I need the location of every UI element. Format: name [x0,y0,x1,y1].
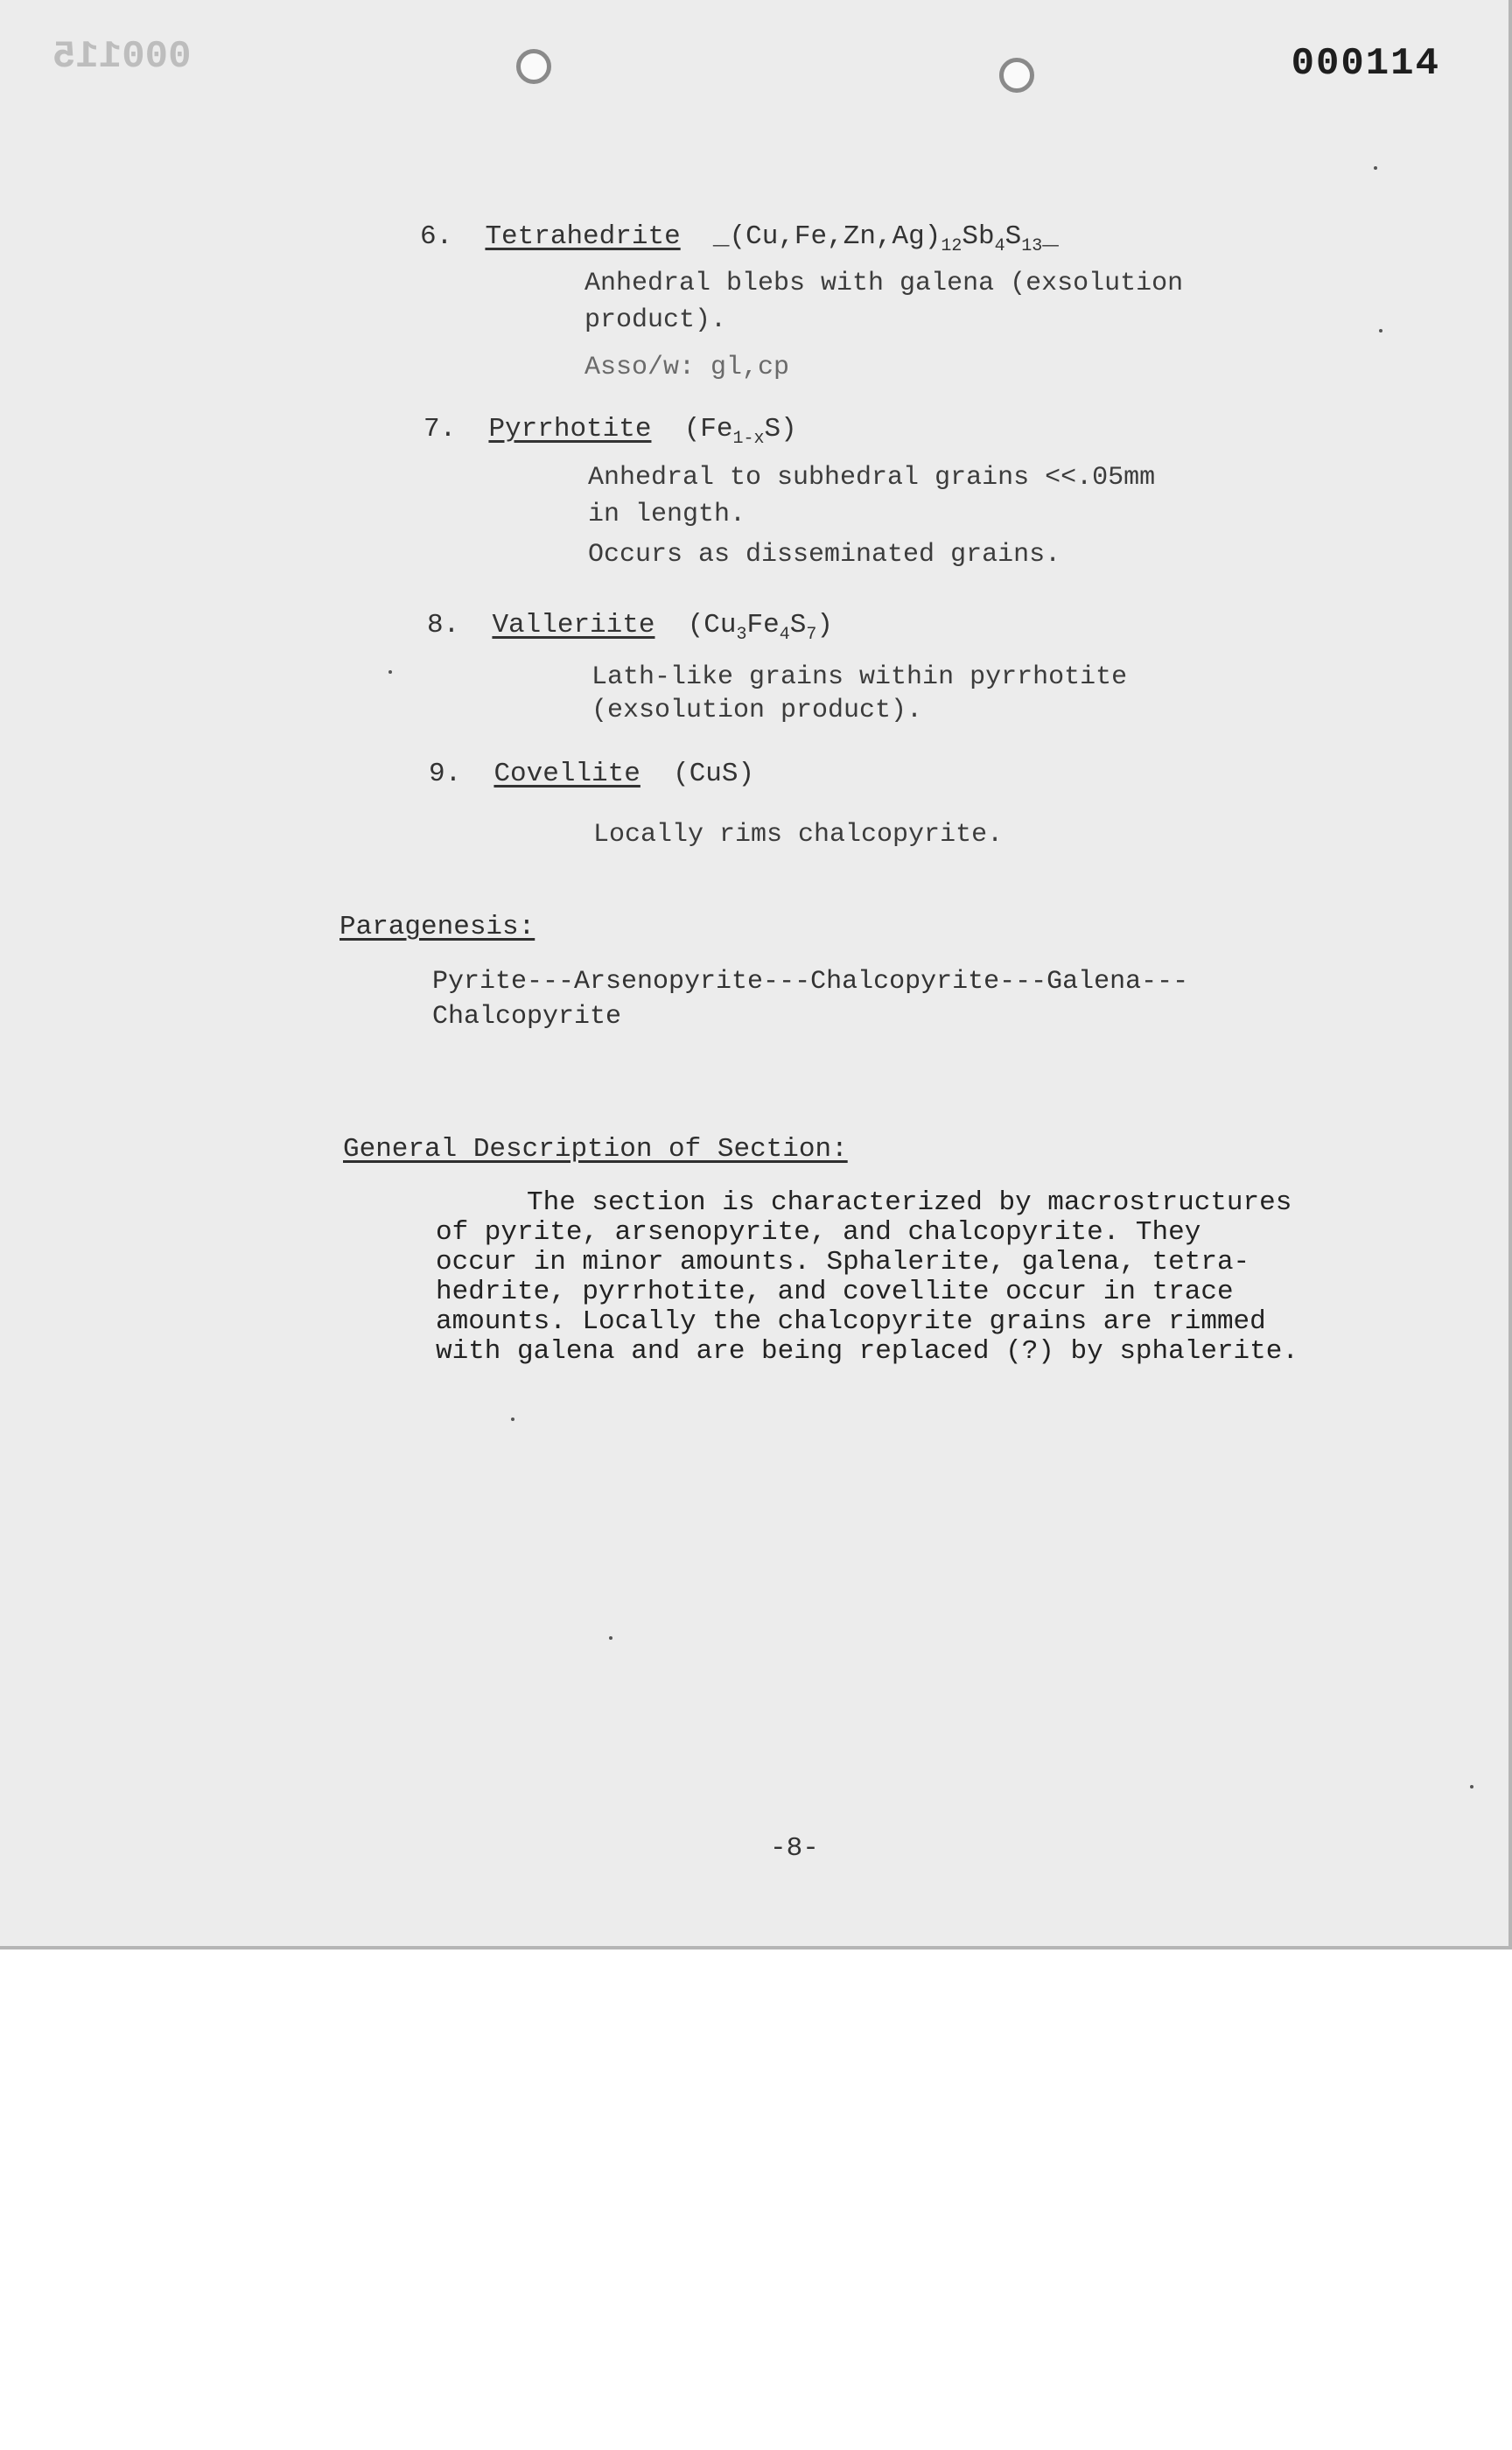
mineral-description: Anhedral to subhedral grains <<.05mm [588,463,1156,493]
scan-speck [1374,166,1377,170]
mineral-description: Occurs as disseminated grains. [588,540,1061,570]
paragraph-line: The section is characterized by macrostructures [527,1187,1292,1218]
mineral-description: in length. [588,500,746,529]
paragraph-line: hedrite, pyrrhotite, and covellite occur in trace [436,1277,1234,1307]
scan-speck [609,1636,612,1640]
paragraph-line: occur in minor amounts. Sphalerite, galena, tetra- [436,1247,1250,1278]
mineral-item-valleriite [427,609,833,645]
scan-speck [388,670,392,674]
mineral-formula: $(Cu_3Fe_4S_7)$ [687,610,833,645]
paragenesis-line: Chalcopyrite [432,1002,622,1032]
general-description-paragraph [436,1188,1407,1367]
mineral-name: Tetrahedrite [485,221,681,252]
paragraph-line: of pyrite, arsenopyrite, and chalcopyrite. They [436,1217,1201,1248]
mineral-item-pyrrhotite [424,413,797,449]
mineral-number: 6. [420,221,453,252]
mineral-name: Pyrrhotite [488,414,652,444]
general-description-heading: General Description of Section: [343,1134,848,1165]
scan-speck [511,1418,514,1421]
mineral-name: Valleriite [492,610,655,640]
mineral-formula: (CuS) [673,759,755,789]
paragraph-line: with galena and are being replaced (?) by sphalerite. [436,1336,1298,1367]
punch-hole-left [516,49,551,84]
mineral-description: product). [584,305,727,335]
paragraph-line: amounts. Locally the chalcopyrite grains are rimmed [436,1306,1266,1337]
page-number: -8- [770,1833,819,1864]
page-stamp-number: 000114 [1291,42,1440,86]
paragenesis-heading: Paragenesis: [340,912,536,942]
mineral-formula: $\_(Cu,Fe,Zn,Ag)_{12}Sb_4S_{13}\_$ [712,221,1059,256]
mineral-association: Asso/w: gl,cp [584,353,790,382]
mineral-number: 7. [424,414,457,444]
mineral-number: 9. [429,759,462,789]
bleed-through-number: 000115 [52,35,192,79]
mineral-item-tetrahedrite [420,220,1059,254]
mineral-name: Covellite [494,759,640,789]
mineral-description: Anhedral blebs with galena (exsolution [584,269,1184,298]
mineral-number: 8. [427,610,460,640]
scan-speck [1379,329,1382,332]
mineral-description: Lath-like grains within pyrrhotite [592,662,1128,692]
paragenesis-line: Pyrite---Arsenopyrite---Chalcopyrite---Galena--- [432,967,1189,997]
mineral-description: (exsolution product). [592,696,923,725]
punch-hole-right [999,58,1034,93]
scan-speck [1470,1785,1474,1788]
mineral-item-covellite [429,758,754,791]
mineral-formula: $(Fe_{1-x}S)$ [683,414,797,449]
mineral-description: Locally rims chalcopyrite. [593,820,1004,850]
